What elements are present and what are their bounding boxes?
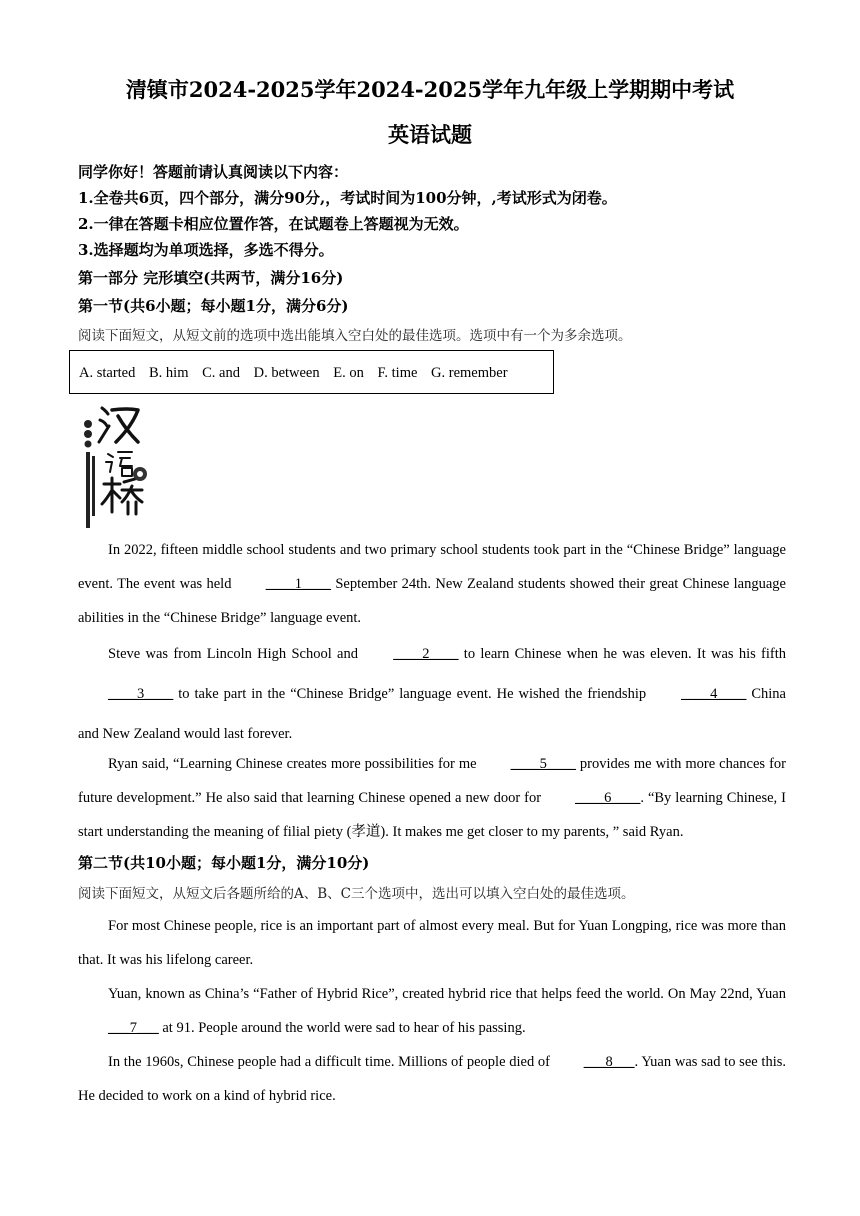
passage1-paragraph3	[78, 747, 786, 849]
section2-heading: 第二节(共10小题；每小题1分，满分10分)	[78, 854, 370, 872]
blank-8: ___8___	[583, 1054, 635, 1070]
passage2-p3-text-b: . Yuan was sad to see this. He decided to work on a kind of hybrid rice.	[78, 1054, 786, 1104]
notice-item-3: 3.选择题均为单项选择，多选不得分。	[78, 241, 334, 259]
options-box	[69, 350, 554, 394]
option-g: G. remember	[431, 365, 508, 381]
option-a: A. started	[79, 365, 136, 381]
passage1-p3-text-c: . “By learning Chinese, I start understanding the meaning of filial piety (孝道). It makes me get closer to my parents, ” said Ryan.	[78, 790, 786, 840]
blank-7: ___7___	[108, 1020, 159, 1036]
passage2-paragraph2	[78, 977, 786, 1045]
blank-6: ____6____	[575, 790, 641, 806]
passage1-p2-text-b: to learn Chinese when he was eleven. It was his fifth	[458, 646, 787, 662]
passage1-paragraph1	[78, 533, 786, 635]
section1-heading: 第一节(共6小题；每小题1分，满分6分)	[78, 297, 349, 315]
notice-greeting: 同学你好！答题前请认真阅读以下内容：	[78, 163, 349, 181]
passage1-p3-text-b: provides me with more chances for future development.” He also said that learning Chinese opened a new door for	[78, 756, 786, 806]
passage2-paragraph3	[78, 1045, 786, 1113]
option-c: C. and	[202, 365, 240, 381]
notice-item-1: 1.全卷共6页，四个部分，满分90分,，考试时间为100分钟，,考试形式为闭卷。	[78, 189, 617, 207]
section1-instruction: 阅读下面短文，从短文前的选项中选出能填入空白处的最佳选项。选项中有一个为多余选项。	[78, 328, 632, 344]
chinese-bridge-logo	[82, 398, 154, 532]
passage1-p2-text-d: China and New Zealand would last forever.	[78, 686, 786, 742]
passage1-p2-text-a: Steve was from Lincoln High School and	[108, 646, 364, 662]
blank-3: ____3____	[108, 686, 174, 702]
passage2-p2-text-b: at 91. People around the world were sad to hear of his passing.	[158, 1020, 526, 1036]
passage1-paragraph2	[78, 634, 786, 754]
notice-item-2: 2.一律在答题卡相应位置作答，在试题卷上答题视为无效。	[78, 215, 469, 233]
part1-heading: 第一部分 完形填空(共两节，满分16分)	[78, 269, 344, 287]
passage2-paragraph1: For most Chinese people, rice is an important part of almost every meal. But for Yuan Longping, rice was more than that. It was his lifelong career.	[78, 918, 786, 968]
passage1-p2-text-c: to take part in the “Chinese Bridge” language event. He wished the friendship	[173, 686, 652, 702]
passage2-p2-text-a: Yuan, known as China’s “Father of Hybrid Rice”, created hybrid rice that helps feed the world. On May 22nd, Yuan	[108, 986, 786, 1002]
exam-title: 清镇市2024-2025学年2024-2025学年九年级上学期期中考试	[125, 77, 735, 102]
blank-1: ____1____	[265, 576, 332, 592]
exam-subtitle: 英语试题	[388, 122, 472, 147]
blank-2: ____2____	[393, 646, 459, 662]
passage1-p1-text-a: In 2022, fifteen middle school students and two primary school students took part in the “Chinese Bridge” language event. The event was held	[78, 542, 786, 592]
options-list	[79, 365, 518, 382]
option-b: B. him	[149, 365, 189, 381]
passage2-p3-text-a: In the 1960s, Chinese people had a difficult time. Millions of people died of	[108, 1054, 554, 1070]
blank-4: ____4____	[681, 686, 747, 702]
blank-5: ____5____	[510, 756, 576, 772]
option-e: E. on	[333, 365, 364, 381]
section2-instruction: 阅读下面短文，从短文后各题所给的A、B、C三个选项中，选出可以填入空白处的最佳选项。	[78, 886, 635, 902]
option-f: F. time	[377, 365, 418, 381]
passage1-p1-text-b: September 24th. New Zealand students showed their great Chinese language abilities in the “Chinese Bridge” language event.	[78, 576, 786, 626]
option-d: D. between	[253, 365, 320, 381]
passage1-p3-text-a: Ryan said, “Learning Chinese creates more possibilities for me	[108, 756, 481, 772]
